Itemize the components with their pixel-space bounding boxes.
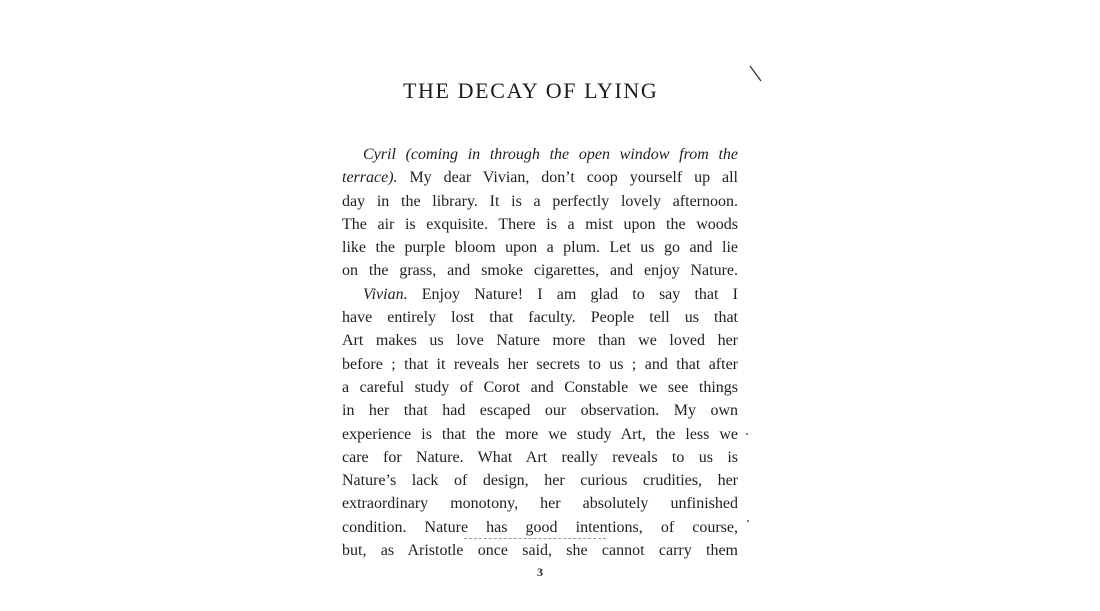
- text-line: condition. Nature has good intentions, of course,: [342, 518, 738, 536]
- text-line: in her that had escaped our observation. My own: [342, 402, 738, 420]
- text-line: like the purple bloom upon a plum. Let us go and lie: [342, 239, 738, 257]
- text-line: The air is exquisite. There is a mist upon the woods: [342, 215, 738, 233]
- line-text: Enjoy Nature! I am glad to say that I: [407, 285, 738, 303]
- text-line: [342, 166, 738, 189]
- chapter-title: THE DECAY OF LYING: [403, 78, 659, 103]
- text-line: [342, 283, 738, 306]
- text-line: have entirely lost that faculty. People tell us that: [342, 309, 738, 327]
- page-number: 3: [537, 565, 543, 579]
- text-line: extraordinary monotony, her absolutely unfinished: [342, 495, 738, 513]
- text-line: Art makes us love Nature more than we loved her: [342, 332, 738, 350]
- text-line: before ; that it reveals her secrets to us ; and that after: [342, 355, 738, 373]
- stage-direction: terrace).: [342, 169, 398, 187]
- text-line: a careful study of Corot and Constable we see things: [342, 378, 738, 396]
- speaker-name: Cyril: [363, 146, 396, 163]
- text-line: day in the library. It is a perfectly lovely afternoon.: [342, 192, 738, 210]
- text-line: [342, 143, 738, 166]
- line-text: My dear Vivian, don’t coop yourself up all: [397, 169, 738, 187]
- text-line: care for Nature. What Art really reveals to us is: [342, 448, 738, 466]
- text-line: Nature’s lack of design, her curious crudities, her: [342, 472, 738, 490]
- pen-mark: [748, 64, 766, 86]
- text-line: experience is that the more we study Art, the less we: [342, 425, 738, 443]
- body-text: [342, 143, 738, 562]
- speaker-name: Vivian.: [363, 285, 408, 303]
- faint-underline-mark: [464, 538, 606, 540]
- text-line: on the grass, and smoke cigarettes, and enjoy Nature.: [342, 262, 738, 280]
- ink-speck: [747, 520, 749, 522]
- stage-direction: (coming in through the open window from the: [395, 146, 738, 163]
- ink-speck: [746, 433, 748, 435]
- text-line: but, as Aristotle once said, she cannot carry them: [342, 542, 738, 560]
